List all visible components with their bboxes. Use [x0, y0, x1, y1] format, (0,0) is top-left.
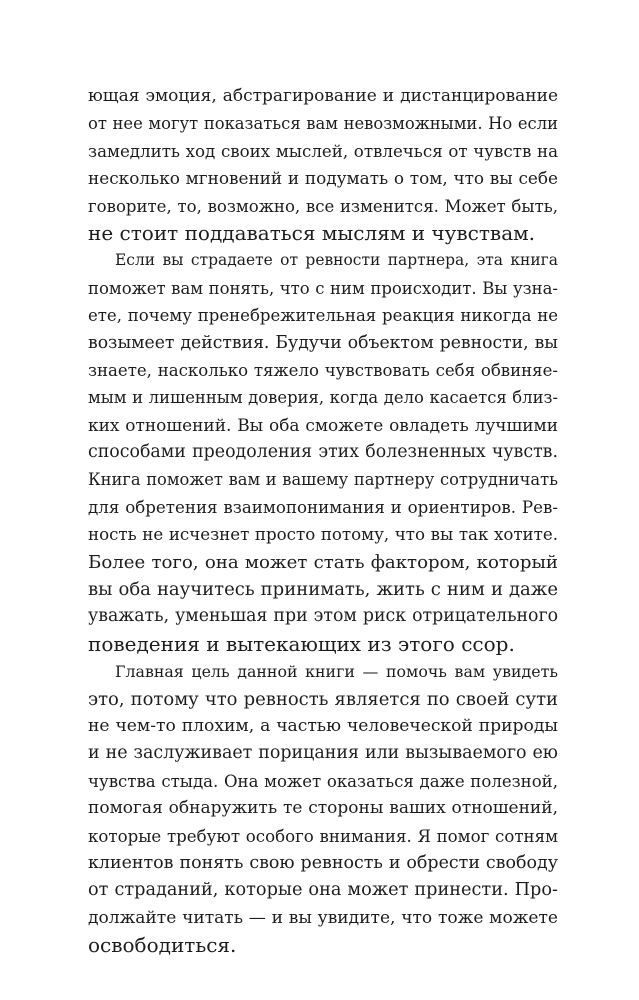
text-line: не стоит поддаваться мыслям и чувствам. [88, 220, 536, 245]
text-line: помогая обнаружить те стороны ваших отношений, [88, 798, 558, 819]
text-line: и не заслуживает порицания или вызываемого ею [88, 743, 558, 764]
text-line: должайте читать — и вы увидите, что тоже можете [88, 907, 558, 928]
text-line: освободиться. [88, 933, 237, 958]
text-line: это, потому что ревность является по своей сути [88, 688, 558, 710]
paragraph-2 [88, 247, 558, 658]
text-line: ность не исчезнет просто потому, что вы так хотите. [88, 525, 558, 545]
text-line: ющая эмоция, абстрагирование и дистанцирование [88, 86, 558, 106]
text-line: Книга поможет вам и вашему партнеру сотрудничать [88, 470, 558, 490]
text-line: поведения и вытекающих из этого ссор. [88, 631, 515, 656]
text-line: не чем-то плохим, а частью человеческой природы [88, 715, 558, 736]
text-line: ете, почему пренебрежительная реакция никогда не [88, 306, 558, 326]
text-line: Более того, она может стать фактором, который [88, 551, 558, 573]
paragraph-1 [88, 83, 558, 247]
paragraph-3 [88, 658, 558, 959]
text-line: Главная цель данной книги — помочь вам увидеть [115, 662, 558, 682]
text-line: Если вы страдаете от ревности партнера, эта книга [115, 251, 558, 270]
text-line: поможет вам понять, что с ним происходит. Вы узна- [88, 278, 558, 298]
text-line: клиентов понять свою ревность и обрести свободу [88, 852, 558, 873]
page-body [88, 83, 558, 960]
text-line: возымеет действия. Будучи объектом ревности, вы [88, 332, 558, 353]
text-line: от страданий, которые она может принести. Про- [88, 880, 558, 901]
text-line: от нее могут показаться вам невозможными. Но если [88, 114, 558, 134]
text-line: мым и лишенным доверия, когда дело касается близ- [88, 388, 558, 408]
text-line: способами преодоления этих болезненных чувств. [88, 442, 558, 463]
text-line: несколько мгновений и подумать о том, что вы себе [88, 168, 558, 189]
text-line: ких отношений. Вы оба сможете овладеть лучшими [88, 414, 558, 435]
text-line: уважать, уменьшая при этом риск отрицательного [88, 606, 558, 627]
text-line: вы оба научитесь принимать, жить с ним и даже [88, 579, 558, 601]
text-line: которые требуют особого внимания. Я помог сотням [88, 826, 558, 846]
text-line: чувства стыда. Она может оказаться даже полезной, [88, 771, 558, 791]
text-line: для обретения взаимопонимания и ориентиров. Рев- [88, 497, 558, 517]
text-line: знаете, насколько тяжело чувствовать себя обвиняе- [88, 360, 558, 380]
text-line: замедлить ход своих мыслей, отвлечься от чувств на [88, 141, 558, 161]
text-line: говорите, то, возможно, все изменится. Может быть, [88, 196, 558, 216]
